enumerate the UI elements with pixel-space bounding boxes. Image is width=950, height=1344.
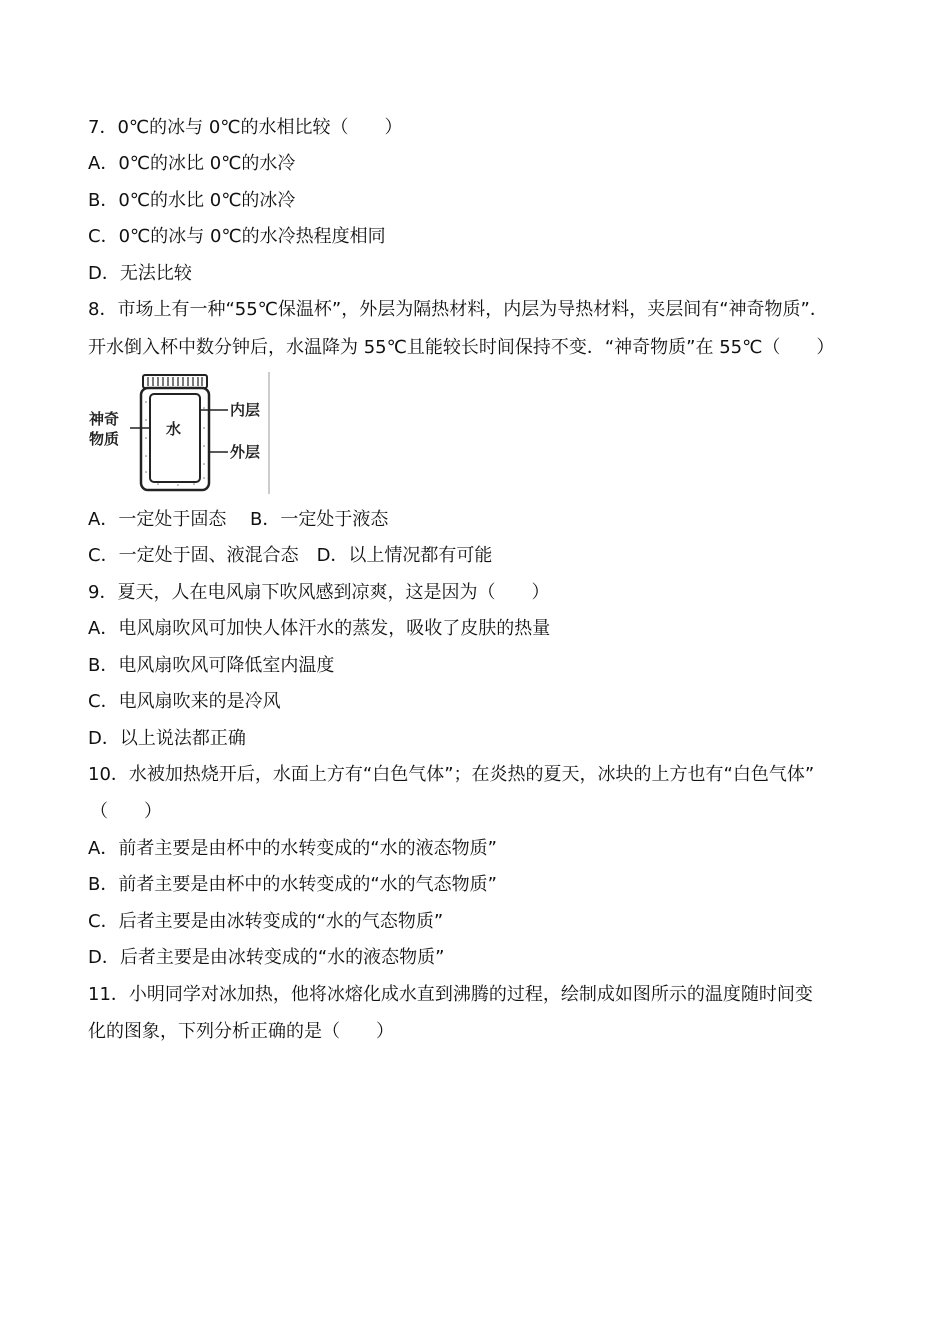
cup-inner-layer: [150, 394, 200, 482]
q9-stem: 9．夏天，人在电风扇下吹风感到凉爽，这是因为（ ）: [88, 582, 550, 603]
q10-option-b: B．前者主要是由杯中的水转变成的“水的气态物质”: [88, 874, 497, 895]
q10-option-c: C．后者主要是由冰转变成的“水的气态物质”: [88, 911, 444, 932]
q10-option-d: D．后者主要是由冰转变成的“水的液态物质”: [88, 947, 445, 968]
q8-stem-line1: 8．市场上有一种“55℃保温杯”，外层为隔热材料，内层为导热材料，夹层间有“神奇物质”．: [88, 299, 828, 320]
q10-stem-line1: 10．水被加热烧开后，水面上方有“白色气体”；在炎热的夏天，冰块的上方也有“白色气体”: [88, 764, 815, 785]
q7-option-d: D．无法比较: [88, 263, 192, 284]
q10-option-a: A．前者主要是由杯中的水转变成的“水的液态物质”: [88, 838, 497, 859]
q11-stem-line2: 化的图象，下列分析正确的是（ ）: [88, 1021, 394, 1042]
label-inner-layer: 内层: [230, 401, 261, 419]
q9-option-b: B．电风扇吹风可降低室内温度: [88, 655, 335, 676]
q9-option-c: C．电风扇吹来的是冷风: [88, 691, 281, 712]
label-substance: 物质: [89, 430, 120, 448]
q8-stem-line2: 开水倒入杯中数分钟后，水温降为 55℃且能较长时间保持不变．“神奇物质”在 55℃（ ）: [88, 337, 835, 358]
q7-option-b: B．0℃的水比 0℃的冰冷: [88, 190, 296, 211]
q7-option-c: C．0℃的冰与 0℃的水冷热程度相同: [88, 226, 386, 247]
q7-option-a: A．0℃的冰比 0℃的水冷: [88, 153, 296, 174]
q11-stem-line1: 11．小明同学对冰加热，他将冰熔化成水直到沸腾的过程，绘制成如图所示的温度随时间变: [88, 984, 813, 1005]
thermos-cup-figure: [88, 372, 272, 494]
q10-stem-line2: （ ）: [90, 801, 162, 822]
q9-option-a: A．电风扇吹风可加快人体汗水的蒸发，吸收了皮肤的热量: [88, 618, 551, 639]
q9-option-d: D．以上说法都正确: [88, 728, 246, 749]
label-outer-layer: 外层: [230, 443, 261, 461]
label-magic: 神奇: [89, 410, 120, 428]
q8-options-line1: A．一定处于固态 B．一定处于液态: [88, 509, 389, 530]
label-water: 水: [166, 420, 182, 438]
q7-stem: 7．0℃的冰与 0℃的水相比较（ ）: [88, 117, 403, 138]
q8-options-line2: C．一定处于固、液混合态 D．以上情况都有可能: [88, 545, 493, 566]
